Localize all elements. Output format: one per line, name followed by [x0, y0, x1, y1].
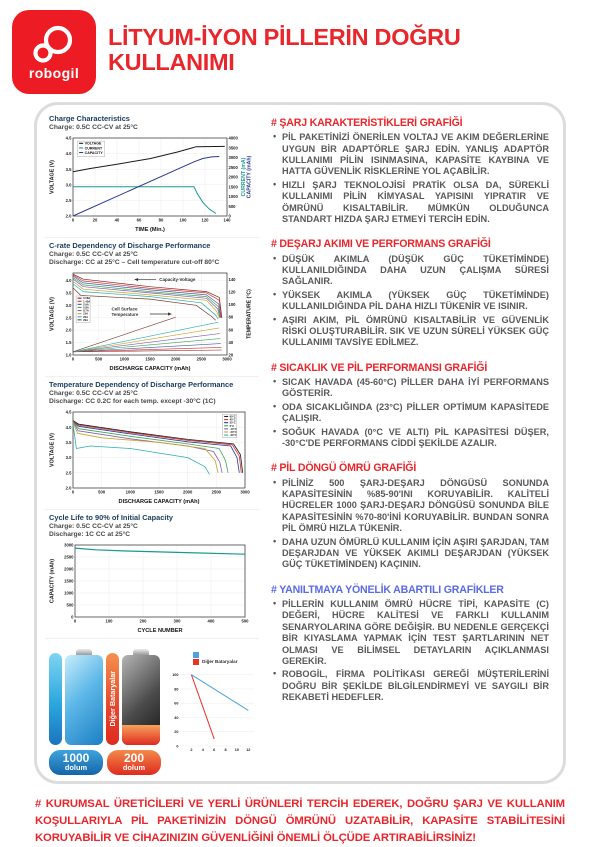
- svg-text:140: 140: [228, 276, 236, 282]
- blue-capacity-bar: [49, 653, 62, 745]
- svg-text:2: 2: [190, 747, 193, 752]
- svg-text:CAPACITY: CAPACITY: [84, 150, 103, 155]
- svg-text:400: 400: [207, 618, 215, 624]
- other-batteries-bar: [106, 653, 119, 745]
- section-temperature-performance: [271, 362, 549, 450]
- svg-text:500: 500: [228, 203, 236, 209]
- chart-subtitle: Charge: 0.5C CC-CV at 25°C: [49, 250, 138, 258]
- svg-text:0: 0: [71, 614, 74, 620]
- svg-text:2000: 2000: [183, 489, 193, 495]
- svg-text:2.5: 2.5: [65, 315, 72, 321]
- header: [0, 0, 600, 100]
- svg-text:15A: 15A: [83, 312, 89, 316]
- svg-text:1000: 1000: [64, 590, 74, 596]
- svg-text:3.5: 3.5: [65, 439, 72, 445]
- svg-text:25°C: 25°C: [229, 421, 236, 425]
- svg-text:DISCHARGE CAPACITY (mAh): DISCHARGE CAPACITY (mAh): [118, 498, 200, 504]
- svg-text:CURRENT (mA): CURRENT (mA): [240, 157, 247, 197]
- svg-text:0°C: 0°C: [229, 424, 235, 428]
- svg-text:2000: 2000: [171, 356, 181, 362]
- svg-text:CAPACITY (mAh): CAPACITY (mAh): [49, 558, 56, 603]
- svg-text:1000: 1000: [119, 356, 129, 362]
- chart-figure-crate: [45, 238, 259, 377]
- section-heading: # SICAKLIK VE PİL PERFORMANSI GRAFİĞİ: [271, 361, 488, 374]
- svg-text:4.5: 4.5: [65, 135, 72, 141]
- charts-column: [41, 109, 259, 775]
- section-cycle-life: [271, 462, 549, 570]
- svg-text:140: 140: [223, 217, 231, 223]
- svg-text:2500: 2500: [64, 554, 74, 560]
- content-panel: [34, 102, 566, 784]
- svg-text:4.0: 4.0: [65, 424, 72, 430]
- empty-battery-label: 200 dolum: [107, 750, 161, 775]
- svg-text:2500: 2500: [196, 356, 206, 362]
- battery-illustrations: [49, 649, 161, 775]
- svg-text:1.45A: 1.45A: [83, 300, 91, 304]
- chart-subtitle: Charge: 0.5C CC-CV at 25°C: [49, 389, 138, 397]
- red-legend-swatch: [193, 659, 199, 665]
- bullet: • ODA SICAKLIĞINDA (23°C) PİLLER OPTİMUM KAPASİTEDE ÇALIŞIR.: [271, 402, 549, 425]
- bullet: • DAHA UZUN ÖMÜRLÜ KULLANIM İÇİN AŞIRI ŞARJDAN, TAM DEŞARJDAN VE YÜKSEK AKIMLI DEŞARJDAN (YÜKSEK GÜÇ TÜKETİMİNDEN) KAÇININ.: [271, 537, 549, 571]
- svg-text:Cell Surface: Cell Surface: [111, 306, 138, 312]
- svg-text:5.8A: 5.8A: [83, 306, 89, 310]
- svg-text:3.5: 3.5: [65, 290, 72, 296]
- svg-text:60: 60: [136, 217, 142, 223]
- blue-legend-swatch: [193, 652, 199, 658]
- svg-text:3000: 3000: [240, 489, 250, 495]
- svg-text:2000: 2000: [64, 566, 74, 572]
- svg-text:DISCHARGE CAPACITY (mAh): DISCHARGE CAPACITY (mAh): [109, 365, 191, 371]
- chart-figure-cycle-life: [45, 510, 259, 639]
- svg-text:4: 4: [201, 747, 204, 752]
- svg-text:CYCLE NUMBER: CYCLE NUMBER: [137, 627, 183, 633]
- svg-text:10: 10: [234, 747, 240, 752]
- svg-text:-20°C: -20°C: [229, 430, 237, 434]
- page-title: LİTYUM-İYON PİLLERİN DOĞRU KULLANIMI: [108, 24, 461, 76]
- chart-title: C-rate Dependency of Discharge Performance: [49, 240, 211, 250]
- bullet: • YÜKSEK AKIMLA (YÜKSEK GÜÇ TÜKETİMİNDE) KULLANILDIĞINDA PİL DAHA HIZLI TÜKENİR VE ISINIR.: [271, 290, 549, 313]
- svg-text:Capacity-Voltage: Capacity-Voltage: [159, 277, 196, 283]
- svg-text:200: 200: [139, 618, 147, 624]
- section-misleading-charts: [271, 584, 549, 704]
- svg-text:1.0: 1.0: [65, 352, 72, 358]
- svg-text:-30°C: -30°C: [229, 433, 237, 437]
- svg-text:6: 6: [213, 747, 216, 752]
- svg-text:20A: 20A: [83, 315, 89, 319]
- svg-text:2.0: 2.0: [65, 327, 72, 333]
- svg-text:3.5: 3.5: [65, 166, 72, 172]
- chart-subtitle: Discharge: CC 0.2C for each temp. except -30°C (1C): [49, 397, 216, 405]
- svg-text:CURRENT: CURRENT: [84, 146, 103, 151]
- svg-text:2500: 2500: [211, 489, 221, 495]
- battery-comparison-graphic: [45, 639, 259, 775]
- chart-subtitle: Discharge: 1C CC at 25°C: [49, 530, 131, 538]
- section-heading: # PİL DÖNGÜ ÖMRÜ GRAFİĞİ: [271, 462, 417, 475]
- bullet: • PİLİNİZ 500 ŞARJ-DEŞARJ DÖNGÜSÜ SONUNDA KAPASİTESİNİN %85-90'INI KORUYABİLİR. KALİTELİ HÜCRELER 1000 ŞARJ-DEŞARJ DÖNGÜSÜ SONUNDA BİLE KAPASİTESİNİN %70-80'İNİ KORUYABİLİR. BUNDAN SONRA PİL ÖMRÜ HIZLA TÜKENİR.: [271, 478, 549, 535]
- svg-text:3000: 3000: [64, 542, 74, 548]
- svg-text:8.7A: 8.7A: [83, 309, 89, 313]
- svg-text:60: 60: [228, 327, 234, 333]
- svg-text:100: 100: [228, 301, 236, 307]
- svg-text:80: 80: [174, 687, 179, 692]
- svg-text:2.9A: 2.9A: [83, 303, 89, 307]
- svg-text:45°C: 45°C: [229, 418, 236, 422]
- full-battery-label: 1000 dolum: [49, 750, 103, 775]
- bullet: • DÜŞÜK AKIMLA (DÜŞÜK GÜÇ TÜKETİMİNDE) KULLANILDIĞINDA DAHA UZUN ÇALIŞMA SÜRESİ SAĞLANIR.: [271, 254, 549, 288]
- svg-text:-10°C: -10°C: [229, 427, 237, 431]
- svg-text:60: 60: [174, 701, 179, 706]
- svg-text:1500: 1500: [154, 489, 164, 495]
- svg-text:20: 20: [92, 217, 98, 223]
- svg-text:0: 0: [71, 356, 75, 362]
- battery-terminal: [133, 649, 149, 655]
- svg-text:VOLTAGE: VOLTAGE: [84, 141, 102, 146]
- svg-text:2000: 2000: [228, 174, 238, 180]
- section-heading: # DEŞARJ AKIMI VE PERFORMANS GRAFİĞİ: [271, 238, 491, 251]
- svg-text:1000: 1000: [228, 194, 238, 200]
- svg-text:500: 500: [66, 602, 74, 608]
- svg-text:20: 20: [228, 352, 234, 358]
- svg-text:500: 500: [98, 489, 106, 495]
- chart-figure-temperature: [45, 377, 259, 510]
- svg-text:120: 120: [201, 217, 209, 223]
- chart-subtitle: Charge: 0.5C CC-CV at 25°C: [49, 123, 138, 131]
- svg-text:1000: 1000: [125, 489, 135, 495]
- svg-text:0: 0: [71, 489, 75, 495]
- svg-text:TEMPERATURE (°C): TEMPERATURE (°C): [246, 288, 253, 339]
- svg-text:1500: 1500: [145, 356, 155, 362]
- charge-characteristics-chart: [49, 134, 253, 232]
- svg-text:0: 0: [71, 217, 75, 223]
- svg-text:VOLTAGE (V): VOLTAGE (V): [49, 432, 56, 467]
- svg-text:0: 0: [176, 744, 179, 749]
- svg-text:CAPACITY (mAh): CAPACITY (mAh): [246, 155, 253, 199]
- footer-text: # KURUMSAL ÜRETİCİLERİ VE YERLİ ÜRÜNLERİ TERCİH EDEREK, DOĞRU ŞARJ VE KULLANIM KOŞULLARIYLA PİL PAKETİNİZİN DÖNGÜ ÖMRÜNÜ UZATABİLİR, KAPASİTE STABİLİTESİNİ KORUYABİLİR VE CİHAZINIZIN GÜVENLİĞİNİ ÖNEMLİ ÖLÇÜDE ARTIRABİLİRSİNİZ!: [35, 797, 565, 844]
- svg-text:VOLTAGE (V): VOLTAGE (V): [49, 159, 56, 194]
- svg-text:TIME (Min.): TIME (Min.): [135, 226, 165, 232]
- svg-text:0: 0: [228, 213, 231, 219]
- svg-text:VOLTAGE (V): VOLTAGE (V): [49, 296, 56, 331]
- svg-text:8: 8: [224, 747, 227, 752]
- cycle-life-chart: [49, 541, 253, 633]
- svg-text:4.0: 4.0: [65, 277, 72, 283]
- svg-text:29A: 29A: [83, 318, 89, 322]
- svg-text:40: 40: [228, 339, 234, 345]
- svg-text:3000: 3000: [222, 356, 232, 362]
- svg-text:2.5: 2.5: [65, 197, 72, 203]
- svg-text:500: 500: [241, 618, 249, 624]
- bullet: • SICAK HAVADA (45-60°C) PİLLER DAHA İYİ PERFORMANS GÖSTERİR.: [271, 377, 549, 400]
- c-rate-discharge-chart: [49, 269, 253, 371]
- svg-text:100: 100: [105, 618, 113, 624]
- svg-text:80: 80: [228, 314, 234, 320]
- svg-text:4000: 4000: [228, 135, 238, 141]
- svg-text:4.0: 4.0: [65, 151, 72, 157]
- chart-title: Cycle Life to 90% of Initial Capacity: [49, 512, 174, 522]
- svg-text:0: 0: [73, 618, 77, 624]
- low-charge-fill: [122, 725, 160, 745]
- bullet: • PİLLERİN KULLANIM ÖMRÜ HÜCRE TİPİ, KAPASİTE (C) DEĞERİ, HÜCRE KALİTESİ VE FARKLI KULLANIM SENARYOLARINA GÖRE DEĞİŞİR. BU NEDENLE GERÇEKÇİ BİR KIYASLAMA YAPMAK İÇİN TEST ŞARTLARININ NET OLMASI VE BİLİMSEL DETAYLARIN AÇIKLANMASI GEREKİR.: [271, 599, 549, 667]
- footer: [0, 784, 600, 847]
- svg-text:2500: 2500: [228, 164, 238, 170]
- svg-text:500: 500: [95, 356, 103, 362]
- svg-text:60°C: 60°C: [229, 415, 236, 419]
- svg-text:2.0: 2.0: [65, 485, 72, 491]
- section-charge-characteristics: [271, 117, 549, 225]
- temperature-discharge-chart: [49, 408, 253, 504]
- mini-legend-label: Diğer Bataryalar: [202, 659, 238, 665]
- bullet: • SOĞUK HAVADA (0°C VE ALTI) PİL KAPASİTESİ DÜŞER, -30°C'DE PERFORMANS CİDDİ ŞEKİLDE AZALIR.: [271, 427, 549, 450]
- mini-comparison-chart: [167, 649, 259, 775]
- svg-text:2.5: 2.5: [65, 470, 72, 476]
- svg-text:300: 300: [173, 618, 181, 624]
- section-heading: # YANILTMAYA YÖNELİK ABARTILI GRAFİKLER: [271, 583, 504, 596]
- svg-text:120: 120: [228, 289, 236, 295]
- battery-terminal: [76, 649, 92, 655]
- bullet: • HIZLI ŞARJ TEKNOLOJİSİ PRATİK OLSA DA, SÜREKLİ KULLANIMI PİLİN KİMYASAL YAPISINI YIPRATIR VE ÖMRÜNÜ KISALTABİLİR. MÜMKÜN OLDUĞUNCA STANDART HIZDA ŞARJ ETMEYİ TERCİH EDİN.: [271, 180, 549, 226]
- svg-text:40: 40: [174, 715, 179, 720]
- capacity-decline-mini-chart: [167, 666, 257, 756]
- chart-figure-charge: [45, 111, 259, 238]
- bullet: • PİL PAKETİNİZİ ÖNERİLEN VOLTAJ VE AKIM DEĞERLERİNE UYGUN BİR ADAPTÖRLE ŞARJ EDİN. YANLIŞ ADAPTÖR KULLANIMI PİLİN ISINMASINA, KAPASİTE KAYBINA VE HATTA GÜVENLİK RİSKLERİNE YOL AÇABİLİR.: [271, 132, 549, 178]
- svg-text:3000: 3000: [228, 155, 238, 161]
- svg-text:12: 12: [246, 747, 251, 752]
- full-battery-illustration: [65, 649, 103, 745]
- svg-text:3.0: 3.0: [65, 302, 72, 308]
- bullet: • AŞIRI AKIM, PİL ÖMRÜNÜ KISALTABİLİR VE GÜVENLİK RİSKİ OLUŞTURABİLİR. SIK VE UZUN SÜRELİ YÜKSEK GÜÇ KULLANIMI TAVSİYE EDİLMEZ.: [271, 315, 549, 349]
- svg-text:2.0: 2.0: [65, 213, 72, 219]
- svg-text:1.5: 1.5: [65, 340, 72, 346]
- robogil-logo-icon: [31, 24, 77, 66]
- empty-battery-illustration: [122, 649, 160, 745]
- chart-subtitle: Discharge: CC at 25°C – Cell temperature cut-off 80°C: [49, 258, 220, 266]
- svg-text:3500: 3500: [228, 145, 238, 151]
- svg-text:100: 100: [179, 217, 187, 223]
- robogil-logo: [12, 10, 96, 94]
- svg-text:Temperature: Temperature: [111, 311, 139, 317]
- section-heading: # ŞARJ KARAKTERİSTİKLERİ GRAFİĞİ: [271, 117, 463, 129]
- svg-text:1500: 1500: [228, 184, 238, 190]
- section-discharge-current: [271, 238, 549, 348]
- svg-text:0.58A: 0.58A: [83, 297, 91, 301]
- chart-subtitle: Charge: 0.5C CC-CV at 25°C: [49, 522, 138, 530]
- mini-legend-row: [193, 659, 259, 665]
- svg-text:40: 40: [114, 217, 120, 223]
- mini-legend-row: [193, 652, 259, 658]
- svg-text:4.5: 4.5: [65, 409, 72, 415]
- chart-title: Temperature Dependency of Discharge Performance: [49, 379, 234, 389]
- bullet: • ROBOGİL, FİRMA POLİTİKASI GEREĞİ MÜŞTERİLERİNİ DOĞRU BİR ŞEKİLDE BİLGİLENDİRMEYİ VE SAYGILI BİR REKABETİ HEDEFLER.: [271, 669, 549, 703]
- svg-text:3.0: 3.0: [65, 454, 72, 460]
- svg-text:20: 20: [174, 729, 179, 734]
- svg-text:100: 100: [172, 672, 179, 677]
- svg-text:3.0: 3.0: [65, 182, 72, 188]
- svg-text:80: 80: [158, 217, 164, 223]
- logo-text: robogil: [28, 64, 80, 81]
- svg-text:1500: 1500: [64, 578, 74, 584]
- chart-title: Charge Characteristics: [49, 114, 130, 123]
- text-column: [259, 109, 559, 775]
- other-batteries-vertical-label: Diğer Bataryalar: [108, 670, 117, 727]
